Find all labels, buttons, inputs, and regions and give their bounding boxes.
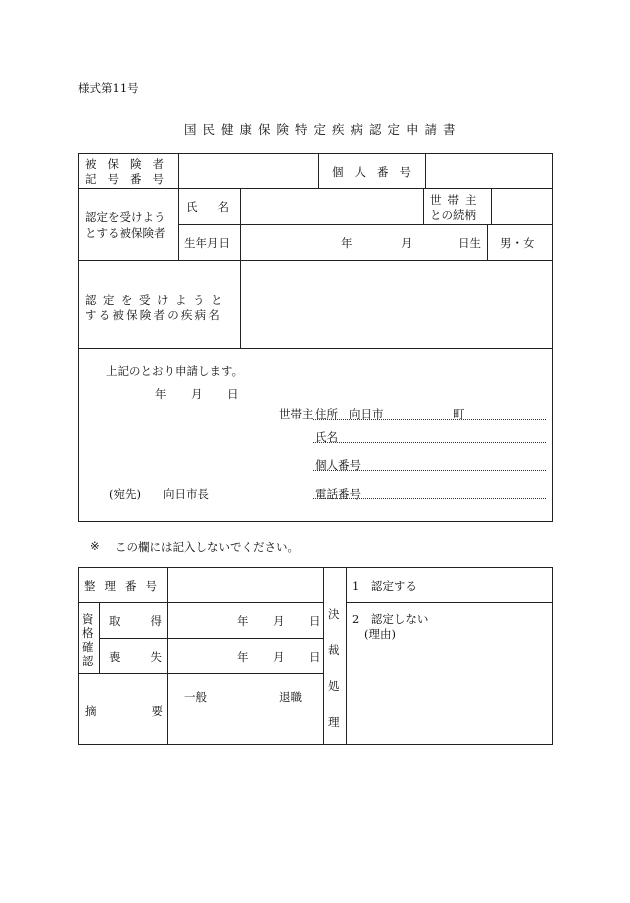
sex-selector[interactable]: 男・女	[500, 236, 535, 250]
date-month-label: 月	[191, 387, 203, 401]
birth-year-label: 年	[341, 236, 353, 250]
phone-number-input[interactable]	[313, 498, 546, 499]
addressee-label: (宛先)	[109, 487, 141, 501]
acquire-month-label: 月	[273, 614, 285, 628]
insured-number-label-2: 記号番号	[85, 172, 175, 186]
reference-number-label: 整理番号	[84, 579, 166, 593]
address-input[interactable]	[313, 419, 546, 420]
lose-year-label: 年	[237, 650, 249, 664]
qualification-label: 資 格 確 認	[82, 612, 94, 668]
decision-reason-label: (理由)	[364, 627, 396, 641]
lose-day-label: 日	[309, 650, 321, 664]
birth-date-input[interactable]	[242, 226, 485, 258]
disease-label-2: する被保険者の疾病名	[85, 308, 222, 322]
household-relation-label-2: との続柄	[430, 208, 476, 222]
disease-label-1: 認定を受けようと	[85, 293, 229, 307]
summary-retired: 退職	[279, 690, 302, 704]
request-statement: 上記のとおり申請します。	[106, 364, 244, 378]
summary-label: 摘要	[85, 704, 218, 718]
reference-number-input[interactable]	[169, 569, 321, 600]
acquire-year-label: 年	[237, 614, 249, 628]
personal-number-input[interactable]	[427, 155, 550, 186]
lose-label: 喪失	[109, 650, 192, 664]
insured-number-input[interactable]	[180, 155, 316, 186]
decision-option-reject[interactable]: 2 認定しない	[352, 612, 429, 626]
date-year-label: 年	[155, 387, 167, 401]
personal-number-label: 個人番号	[332, 165, 422, 179]
city-text: 向日市	[349, 407, 384, 421]
householder-label: 世帯主	[279, 407, 314, 421]
lose-month-label: 月	[273, 650, 285, 664]
town-text: 町	[453, 407, 465, 421]
note-text: この欄には記入しないでください。	[115, 540, 299, 554]
phone-number-label: 電話番号	[315, 487, 361, 501]
signature-personal-number-label: 個人番号	[315, 458, 361, 472]
address-label: 住所	[315, 407, 338, 421]
applicant-label-2: とする被保険者	[85, 226, 166, 240]
acquire-label: 取得	[109, 614, 192, 628]
insured-number-label-1: 被保険者	[85, 157, 175, 171]
form-number: 様式第11号	[78, 81, 139, 95]
signature-name-input[interactable]	[313, 442, 546, 443]
decision-option-approve[interactable]: 1 認定する	[352, 579, 417, 593]
household-relation-label-1: 世帯主	[430, 193, 483, 207]
disease-name-input[interactable]	[242, 262, 551, 346]
birth-day-label: 日生	[458, 236, 481, 250]
summary-general: 一般	[184, 690, 207, 704]
birth-month-label: 月	[401, 236, 413, 250]
page-title: 国民健康保険特定疾病認定申請書	[184, 122, 462, 137]
household-relation-input[interactable]	[493, 190, 551, 222]
date-day-label: 日	[227, 387, 239, 401]
addressee-name: 向日市長	[163, 487, 209, 501]
name-label: 氏名	[186, 200, 249, 214]
acquire-day-label: 日	[309, 614, 321, 628]
note-mark: ※	[90, 539, 100, 553]
decision-label: 決 裁 処 理	[328, 607, 340, 729]
name-input[interactable]	[242, 190, 421, 222]
signature-name-label: 氏名	[315, 430, 338, 444]
signature-personal-number-input[interactable]	[313, 470, 546, 471]
birth-date-label: 生年月日	[184, 236, 230, 250]
applicant-label-1: 認定を受けよう	[85, 210, 166, 224]
